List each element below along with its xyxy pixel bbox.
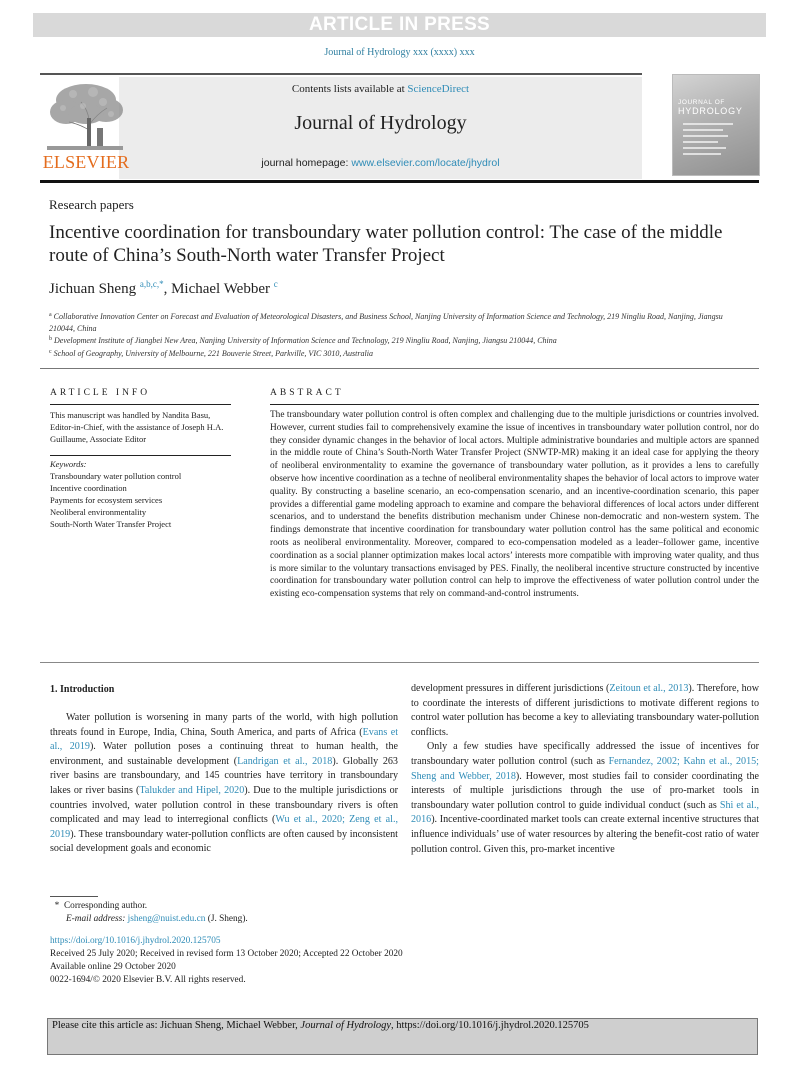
affiliation-text: School of Geography, University of Melbourne, 221 Bouverie Street, Parkville, VIC 3010, Australia [53, 349, 373, 358]
corresponding-label: Corresponding author. [63, 901, 148, 911]
body-text: ). Due to the multiple jurisdictions or countries involved, water pollution control in these transboundary rivers is often complicated and may lead to interregional conflicts ( [50, 784, 398, 826]
affiliation-b [49, 333, 749, 347]
citation-suffix: , https://doi.org/10.1016/j.jhydrol.2020.125705 [391, 1020, 589, 1031]
body-text: ). Therefore, how to coordinate the interests of different jurisdictions to motivate different regions to control water pollution has become a key to alleviating transboundary water-pollution conflicts. [411, 683, 759, 738]
body-text: ). Incentive-coordinated market tools can create external incentive structures that influence individuals’ use of water resources by altering the benefit-cost ratio of water pollution control. Given this, pro-market incentive [411, 814, 759, 855]
homepage-prefix: journal homepage: [261, 157, 352, 169]
intro-left-column [50, 711, 398, 857]
author-separator: , [163, 281, 172, 297]
citation-link[interactable]: Talukder and Hipel, 2020 [139, 784, 245, 796]
abstract-rule [270, 404, 759, 405]
header-divider [40, 368, 759, 369]
keywords-rule [50, 455, 231, 456]
journal-cover-thumbnail [672, 74, 760, 176]
citation-prefix: Please cite this article as: Jichuan Sheng, Michael Webber, [52, 1020, 301, 1031]
citation-journal: Journal of Hydrology [300, 1020, 392, 1031]
keywords-label: Keywords: [50, 459, 87, 469]
intro-paragraph [411, 740, 759, 857]
keyword-item: South-North Water Transfer Project [50, 519, 172, 529]
article-in-press-banner [33, 13, 766, 37]
article-title: Incentive coordination for transboundary water pollution control: The case of the middle route of China’s South-North water Transfer Project [49, 222, 723, 266]
author-list [49, 279, 278, 298]
body-text: ). These transboundary water-pollution conflicts are often caused by inconsistent social development goals and economic [50, 828, 398, 855]
affiliation-key: c [49, 349, 52, 355]
author-name: Jichuan Sheng [49, 281, 137, 297]
email-suffix: (J. Sheng). [205, 914, 248, 924]
journal-title: Journal of Hydrology [294, 112, 467, 134]
author-affiliation-link[interactable]: c [273, 279, 278, 289]
body-text: development pressures in different jurisdictions ( [411, 683, 610, 694]
affiliation-text: Development Institute of Jiangbei New Area, Nanjing University of Information Science and Technology, 219 Ningliu Road, Nanjing, Jiangsu 210044, China [54, 336, 557, 345]
article-metadata [50, 935, 403, 987]
masthead-bottom-rule [40, 180, 759, 183]
cover-contents-lines [683, 123, 733, 159]
body-text: ). Water pollution poses a continuing threat to human health, the environment, and sustainable development ( [50, 741, 398, 767]
affiliation-text: Collaborative Innovation Center on Forecast and Evaluation of Meteorological Disasters, and Business School, Nanjing University of Information Science and Technology, 219 Ningliu Road, Nanjing, Jiangsu 210044, China [49, 312, 723, 333]
affiliation-key: b [49, 336, 52, 342]
body-text: ). Globally 263 river basins are transboundary, and 145 countries have territory in transboundary lakes or river basins ( [50, 755, 398, 796]
article-history: Received 25 July 2020; Received in revised form 13 October 2020; Accepted 22 October 2020 [50, 949, 403, 959]
keyword-item: Neoliberal environmentality [50, 507, 147, 517]
intro-right-column [411, 682, 759, 857]
doi-link[interactable]: https://doi.org/10.1016/j.jhydrol.2020.125705 [50, 936, 221, 946]
affiliation-key: a [49, 312, 52, 318]
copyright-line: 0022-1694/© 2020 Elsevier B.V. All rights reserved. [50, 975, 246, 985]
email-link[interactable]: jsheng@nuist.edu.cn [127, 914, 206, 924]
abstract-heading: ABSTRACT [270, 388, 344, 398]
article-info-rule [50, 404, 231, 405]
citation-link[interactable]: Shi et al., 2016 [411, 799, 759, 826]
keywords-block [50, 458, 235, 530]
keyword-item: Incentive coordination [50, 483, 127, 493]
journal-homepage-link[interactable]: www.elsevier.com/locate/jhydrol [351, 157, 500, 169]
author-name: Michael Webber [171, 281, 270, 297]
contents-available-line [119, 83, 642, 95]
intro-paragraph [50, 711, 398, 857]
body-text: Water pollution is worsening in many parts of the world, with high pollution threats found in Europe, India, China, South America, and parts of Africa ( [50, 712, 398, 738]
citation-link[interactable]: Landrigan et al., 2018 [237, 755, 333, 767]
journal-reference: Journal of Hydrology xxx (xxxx) xxx [324, 47, 475, 58]
intro-paragraph [411, 682, 759, 740]
citation-text [52, 1020, 589, 1031]
available-online: Available online 29 October 2020 [50, 962, 176, 972]
footnote-marker: * [54, 901, 60, 911]
handling-editor-note: This manuscript was handled by Nandita Basu, Editor-in-Chief, with the assistance of Joseph H.A. Guillaume, Associate Editor [50, 410, 224, 444]
keyword-item: Transboundary water pollution control [50, 471, 182, 481]
elsevier-wordmark: ELSEVIER [42, 152, 130, 172]
citation-link[interactable]: Evans et al., 2019 [50, 726, 399, 753]
contents-prefix: Contents lists available at [291, 83, 408, 95]
masthead-top-rule [40, 73, 642, 75]
abstract-body-divider [40, 662, 759, 663]
author-affiliation-link[interactable]: a,b,c,* [139, 279, 164, 289]
sciencedirect-link[interactable]: ScienceDirect [407, 83, 470, 95]
article-section-label: Research papers [49, 197, 134, 212]
article-info-heading: ARTICLE INFO [50, 388, 151, 398]
citation-link[interactable]: Fernandez, 2002; Kahn et al., 2015; Sheng and Webber, 2018 [411, 755, 759, 782]
citation-link[interactable]: Zeitoun et al., 2013 [609, 683, 689, 694]
affiliation-a [49, 309, 749, 335]
cover-line1: JOURNAL OF [678, 99, 725, 106]
abstract-text: The transboundary water pollution control is often complex and challenging due to the multiple jurisdictions or countries involved. However, current studies fail to comprehensively examine the issue of incentives in transboundary water pollution control, nor do they consider dynamic changes in the behavior of local actors. Multiple administrative boundaries and multiple actors are spanned in the middle route of China’s South-North Water Transfer Project (SNWTP-MR) making it an ideal case for applying the theory of neoliberal environmentality to examine the governance of transboundary water pollution, as it provides a lens to carefully observe how incentive coordination as a techne of neoliberal environmentality shapes the behavior of local actors to improve water quality. By constructing a baseline scenario, an eco-compensation scenario, and an incentive-coordination scenario, this paper provides a differential game modeling approach to examine and compare the behavioral differences of local actors under different scenarios, and to understand the benefits distribution mechanism under Chinese non-democratic and non-western system. The findings demonstrate that incentive coordination for transboundary water pollution control has the same political and economic roots as neoliberal environmentality. Moreover, compared to eco-compensation modeled as a leader–follower game, incentive coordination as a social planner optimization makes local actors’ interests more compatible with improving water quality, and thus is more similar to the voluntary transactions envisaged by PES. Finally, the neoliberal incentive structure constructed by incentive coordination for transboundary water pollution control can help to improve the effectiveness of water pollution control under the existing eco-compensation systems that rely on command-and-control instruments. [270, 410, 759, 600]
citation-link[interactable]: Wu et al., 2020; Zeng et al., 2019 [50, 814, 398, 840]
body-text: ). However, most studies fail to consider coordinating the interests of multiple jurisdictions through the use of pro-market tools in transboundary water pollution control to guide individual conduct (such as [411, 770, 759, 811]
email-label: E-mail address: [66, 914, 126, 924]
footnote-rule [50, 896, 98, 897]
body-text: Only a few studies have specifically addressed the issue of incentives for transboundary water pollution control (such as [411, 741, 759, 767]
introduction-heading: 1. Introduction [50, 684, 115, 695]
corresponding-author-footnote [50, 900, 248, 926]
affiliation-c [49, 346, 749, 360]
banner-text: ARTICLE IN PRESS [308, 14, 491, 35]
journal-homepage-line [119, 157, 642, 169]
keyword-item: Payments for ecosystem services [50, 495, 163, 505]
cover-line2: HYDROLOGY [678, 106, 743, 116]
